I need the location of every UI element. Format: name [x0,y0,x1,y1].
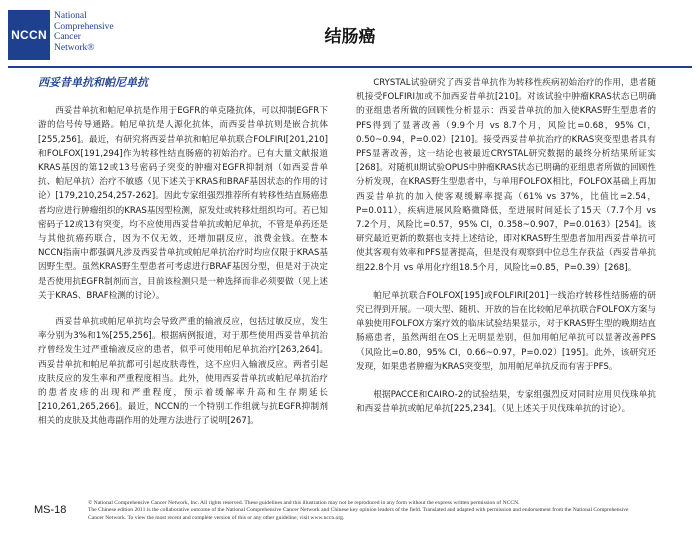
header-divider [8,66,692,68]
copyright-line: The Chinese edition 2011 is the collaborative outcome of the National Comprehensive Cancer Network and Chinese key opinion leaders of the field. Translated and adapted with permission and endorsement from the National Comprehensive [88,507,629,514]
copyright-line: Cancer Network. To view the most recent and complete version of this or any other guideline, visit www.nccn.org. [88,514,345,521]
paragraph: 帕尼单抗联合FOLFOX[195]或FOLFIRI[201]一线治疗转移性结肠癌的研究已得到开展。一项大型、随机、开放的旨在比较帕尼单抗联合FOLFOX方案与单独使用FOLFOX方案疗效的临床试验结果显示，对于KRAS野生型的晚期结直肠癌患者，虽然两组在OS上无明显差别，但加用帕尼单抗可以显著改善PFS（风险比=0.80，95% CI，0.66~0.97，P=0.02）[195]。此外，该研究还发现，如果患者肿瘤为KRAS突变型，加用帕尼单抗反而有害于PFS。 [356,290,656,372]
paragraph: 西妥昔单抗和帕尼单抗是作用于EGFR的单克隆抗体，可以抑制EGFR下游的信号传导通路。帕尼单抗是人源化抗体，而西妥昔单抗则是嵌合抗体[255,256]。最近，有研究将西妥昔单抗和帕尼单抗联合FOLFIRI[201,210]和FOLFOX[191,294]作为转移性结直肠癌的初始治疗。已有大量文献报道KRAS基因的第12或13号密码子突变的肿瘤对EGFR抑制剂（如西妥昔单抗、帕尼单抗）治疗不敏感（见下述关于KRAS和BRAF基因状态的作用的讨论）[179,210,254,257-262]。因此专家组强烈推荐所有转移性结直肠癌患者均应进行肿瘤组织的KRAS基因型检测，原发灶或转移灶组织均可。若已知密码子12或13有突变，均不应使用西妥昔单抗或帕尼单抗，不管是单药还是与其他抗癌药联合，因为不仅无效，还增加副反应，浪费金钱。在整本NCCN指南中都强调凡涉及西妥昔单抗或帕尼单抗治疗时均应仅限于KRAS基因野生型。虽然KRAS野生型患者可考虑进行BRAF基因分型，但是对于决定是否使用抗EGFR制剂而言，目前该检测只是一种选择而非必须要做（见上述关于KRAS、BRAF检测的讨论）。 [38,106,328,301]
logo-line: Cancer [54,32,81,43]
logo-line: Comprehensive [54,21,114,32]
right-column [356,76,656,430]
logo-abbr: NCCN [11,28,47,42]
section-heading: 西妥昔单抗和帕尼单抗 [38,76,148,89]
page-number: MS-18 [34,504,67,516]
copyright-line: © National Comprehensive Cancer Network, Inc. All rights reserved. These guidelines and this illustration may not be reproduced in any form without the express written permission of NCCN. [88,500,520,506]
paragraph: CRYSTAL试验研究了西妥昔单抗作为转移性疾病初始治疗的作用，患者随机接受FOLFIRI加或不加西妥昔单抗[210]。对该试验中肿瘤KRAS状态已明确的亚组患者所做的回顾性分析显示：西妥昔单抗的加入使KRAS野生型患者的PFS得到了显著改善（9.9个月 vs 8.7个月，风险比=0.68，95% CI，0.50~0.94，P=0.02）[210]。接受西妥昔单抗治疗的KRAS突变型患者具有PFS显著改善，这一结论也被最近CRYSTAL研究数据的最终分析结果所证实[268]。对随机II期试验OPUS中肿瘤KRAS状态已明确的亚组患者所做的回顾性分析发现，在KRAS野生型患者中，与单用FOLFOX相比，FOLFOX基础上再加西妥昔单抗的加入使客观缓解率提高（61% vs 37%，比值比=2.54，P=0.011），疾病进展风险略微降低，至进展时间延长了15天（7.7个月 vs 7.2个月，风险比=0.57，95% CI，0.358~0.907，P=0.0163）[254]。该研究最近更新的数据也支持上述结论，即对KRAS野生型患者加用西妥昔单抗可使其客观有效率和PFS显著提高，但是没有观察到中位总生存获益（西妥昔单抗组22.8个月 vs 单用化疗组18.5个月，风险比=0.85，P=0.39）[268]。 [356,78,656,273]
logo-line: National [54,11,87,21]
paragraph: 西妥昔单抗或帕尼单抗均会导致严重的输液反应，包括过敏反应，发生率分别为3%和1%[255,256]。根据病例报道，对于那些使用西妥昔单抗治疗曾经发生过严重输液反应的患者，似乎可使用帕尼单抗治疗[263,264]。西妥昔单抗和帕尼单抗都可引起皮肤毒性，这不应归入输液反应。两者引起皮肤反应的发生率和严重程度相当。此外，使用西妥昔单抗或帕尼单抗治疗的患者皮疹的出现和严重程度，预示着缓解率升高和生存期延长[210,261,265,266]。最近，NCCN的一个特别工作组就与抗EGFR抑制剂相关的皮肤及其他毒副作用的处理方法进行了说明[267]。 [38,317,328,427]
page-title: 结肠癌 [324,27,376,47]
page-footer [0,496,700,536]
paragraph: 根据PACCE和CAIRO-2的试验结果，专家组强烈反对同时应用贝伐珠单抗和西妥昔单抗或帕尼单抗[225,234]。（见上述关于贝伐珠单抗的讨论）。 [356,390,656,415]
page-header [0,0,700,66]
logo-line: Network® [54,42,95,53]
copyright-notice [88,500,648,522]
left-column [38,76,328,441]
